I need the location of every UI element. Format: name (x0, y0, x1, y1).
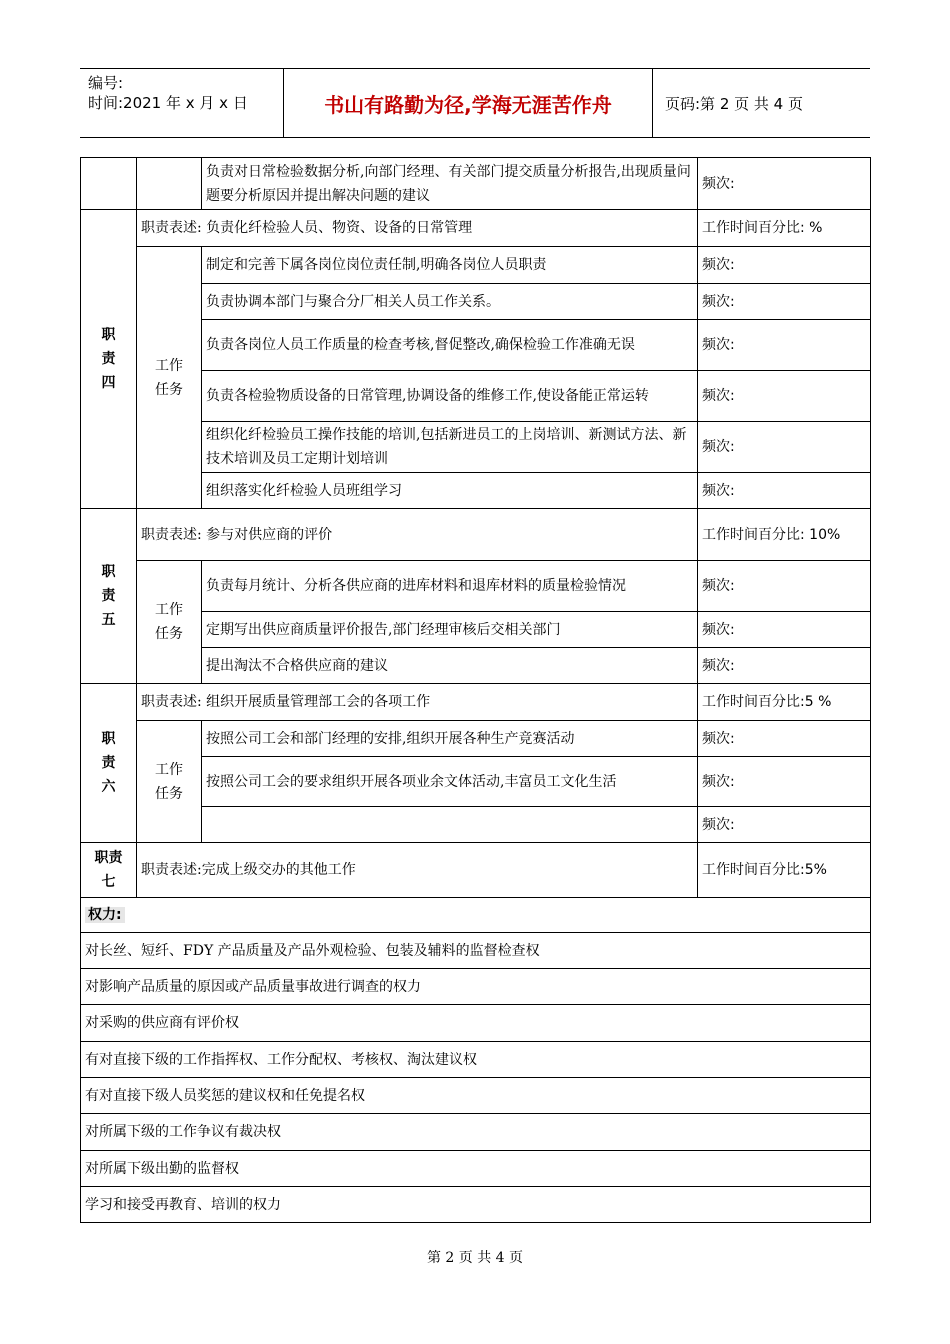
frequency-cell: 频次: (698, 320, 871, 371)
table-row (81, 721, 871, 757)
task-text: 负责对日常检验数据分析,向部门经理、有关部门提交质量分析报告,出现质量问题要分析原因并提出解决问题的建议 (202, 158, 698, 210)
empty-cell (137, 158, 202, 210)
table-row (81, 1187, 871, 1223)
power-item: 对长丝、短纤、FDY 产品质量及产品外观检验、包装及辅料的监督检查权 (81, 933, 871, 969)
frequency-cell: 频次: (698, 422, 871, 473)
table-row (81, 1078, 871, 1114)
header-page-info: 页码:第 2 页 共 4 页 (665, 94, 803, 113)
frequency-cell: 频次: (698, 473, 871, 509)
table-row (81, 210, 871, 247)
table-row (81, 247, 871, 284)
duty-4-percent: 工作时间百分比: % (698, 210, 871, 247)
document-number-label: 编号: (88, 74, 124, 92)
duty-7-label: 职责七 (81, 843, 137, 898)
frequency-cell: 频次: (698, 612, 871, 648)
frequency-cell: 频次: (698, 757, 871, 807)
power-item: 有对直接下级的工作指挥权、工作分配权、考核权、淘汰建议权 (81, 1042, 871, 1078)
power-item: 对影响产品质量的原因或产品质量事故进行调查的权力 (81, 969, 871, 1005)
frequency-cell: 频次: (698, 247, 871, 284)
table-row (81, 509, 871, 561)
duty-table (80, 157, 871, 1223)
frequency-cell: 频次: (698, 284, 871, 320)
frequency-cell: 频次: (698, 158, 871, 210)
task-text: 组织化纤检验员工操作技能的培训,包括新进员工的上岗培训、新测试方法、新技术培训及员工定期计划培训 (202, 422, 698, 473)
task-text: 负责各岗位人员工作质量的检查考核,督促整改,确保检验工作准确无误 (202, 320, 698, 371)
duty-7-percent: 工作时间百分比:5% (698, 843, 871, 898)
duty-5-label: 职责五 (81, 509, 137, 684)
table-row (81, 158, 871, 210)
table-row (81, 898, 871, 933)
table-row (81, 684, 871, 721)
duty-4-task-label: 工作任务 (137, 247, 202, 509)
duty-4-label: 职责四 (81, 210, 137, 509)
task-text: 提出淘汰不合格供应商的建议 (202, 648, 698, 684)
table-row (81, 1042, 871, 1078)
duty-6-statement: 职责表述: 组织开展质量管理部工会的各项工作 (137, 684, 698, 721)
header-meta (80, 69, 283, 137)
table-row (81, 561, 871, 612)
power-item: 对采购的供应商有评价权 (81, 1005, 871, 1042)
page-footer: 第 2 页 共 4 页 (426, 1250, 524, 1266)
table-row (81, 933, 871, 969)
table-row (81, 969, 871, 1005)
frequency-cell: 频次: (698, 807, 871, 843)
frequency-cell: 频次: (698, 721, 871, 757)
duty-5-percent: 工作时间百分比: 10% (698, 509, 871, 561)
task-text: 按照公司工会和部门经理的安排,组织开展各种生产竞赛活动 (202, 721, 698, 757)
power-item: 学习和接受再教育、培训的权力 (81, 1187, 871, 1223)
power-item: 有对直接下级人员奖惩的建议权和任免提名权 (81, 1078, 871, 1114)
task-text: 负责各检验物质设备的日常管理,协调设备的维修工作,使设备能正常运转 (202, 371, 698, 422)
document-date: 时间:2021 年 x 月 x 日 (88, 94, 248, 112)
table-row (81, 1005, 871, 1042)
duty-6-label: 职责六 (81, 684, 137, 843)
table-row (81, 843, 871, 898)
duty-7-statement: 职责表述:完成上级交办的其他工作 (137, 843, 698, 898)
frequency-cell: 频次: (698, 371, 871, 422)
frequency-cell: 频次: (698, 648, 871, 684)
table-row (81, 1151, 871, 1187)
duty-5-task-label: 工作任务 (137, 561, 202, 684)
powers-title: 权力: (85, 907, 125, 923)
frequency-cell: 频次: (698, 561, 871, 612)
table-row (81, 1114, 871, 1151)
task-text: 制定和完善下属各岗位岗位责任制,明确各岗位人员职责 (202, 247, 698, 284)
task-text: 定期写出供应商质量评价报告,部门经理审核后交相关部门 (202, 612, 698, 648)
duty-4-statement: 职责表述: 负责化纤检验人员、物资、设备的日常管理 (137, 210, 698, 247)
powers-title-cell (81, 898, 871, 933)
empty-cell (81, 158, 137, 210)
duty-6-percent: 工作时间百分比:5 % (698, 684, 871, 721)
power-item: 对所属下级出勤的监督权 (81, 1151, 871, 1187)
power-item: 对所属下级的工作争议有裁决权 (81, 1114, 871, 1151)
task-text: 组织落实化纤检验人员班组学习 (202, 473, 698, 509)
duty-5-statement: 职责表述: 参与对供应商的评价 (137, 509, 698, 561)
task-text (202, 807, 698, 843)
header-motto: 书山有路勤为径,学海无涯苦作舟 (283, 69, 653, 137)
duty-6-task-label: 工作任务 (137, 721, 202, 843)
task-text: 负责协调本部门与聚合分厂相关人员工作关系。 (202, 284, 698, 320)
task-text: 负责每月统计、分析各供应商的进库材料和退库材料的质量检验情况 (202, 561, 698, 612)
page-header (80, 68, 870, 138)
task-text: 按照公司工会的要求组织开展各项业余文体活动,丰富员工文化生活 (202, 757, 698, 807)
